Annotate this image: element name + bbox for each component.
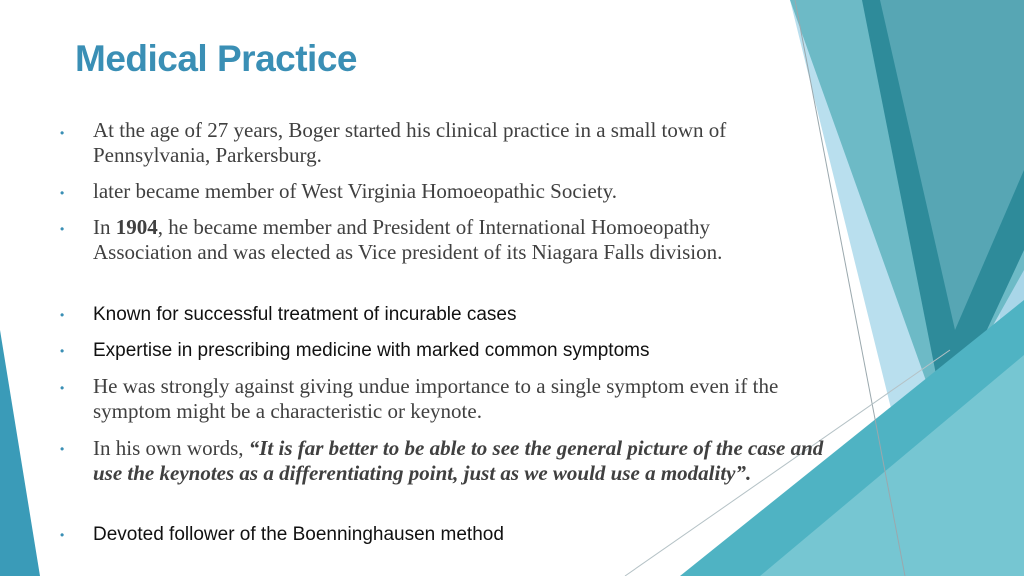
boger-quote: “It is far better to be able to see the general picture of the case and use the keynotes as a differentiating point, just as we would use a modality”. <box>93 436 824 485</box>
bullet-marker: • <box>60 186 65 200</box>
bullet-marker: • <box>60 308 65 322</box>
bullet-text-suffix: , he became member and President of International Homoeopathy Association and was elected as Vice president of its Niagara Falls division. <box>93 215 723 264</box>
bullet-marker: • <box>60 381 65 395</box>
bullet-text <box>93 436 833 486</box>
bullet-marker: • <box>60 126 65 140</box>
year-highlight: 1904 <box>115 215 158 239</box>
bullet-text: At the age of 27 years, Boger started his clinical practice in a small town of Pennsylvania, Parkersburg. <box>93 118 727 167</box>
bullet-marker: • <box>60 528 65 542</box>
bullet-text: Known for successful treatment of incurable cases <box>93 304 517 325</box>
bullet-marker: • <box>60 222 65 236</box>
bullet-text: Expertise in prescribing medicine with marked common symptoms <box>93 340 650 361</box>
deco-shape-bottom-left <box>0 330 40 576</box>
bullet-text <box>93 215 783 265</box>
bullet-text: later became member of West Virginia Homoeopathic Society. <box>93 179 618 203</box>
bullet-marker: • <box>60 344 65 358</box>
bullet-text: Devoted follower of the Boenninghausen method <box>93 524 504 545</box>
quote-intro: In his own words, <box>93 436 249 460</box>
bullet-text: He was strongly against giving undue importance to a single symptom even if the symptom might be a characteristic or keynote. <box>93 374 779 423</box>
bullet-text-prefix: In <box>93 215 116 239</box>
slide-title: Medical Practice <box>75 38 357 79</box>
bullet-marker: • <box>60 442 65 456</box>
